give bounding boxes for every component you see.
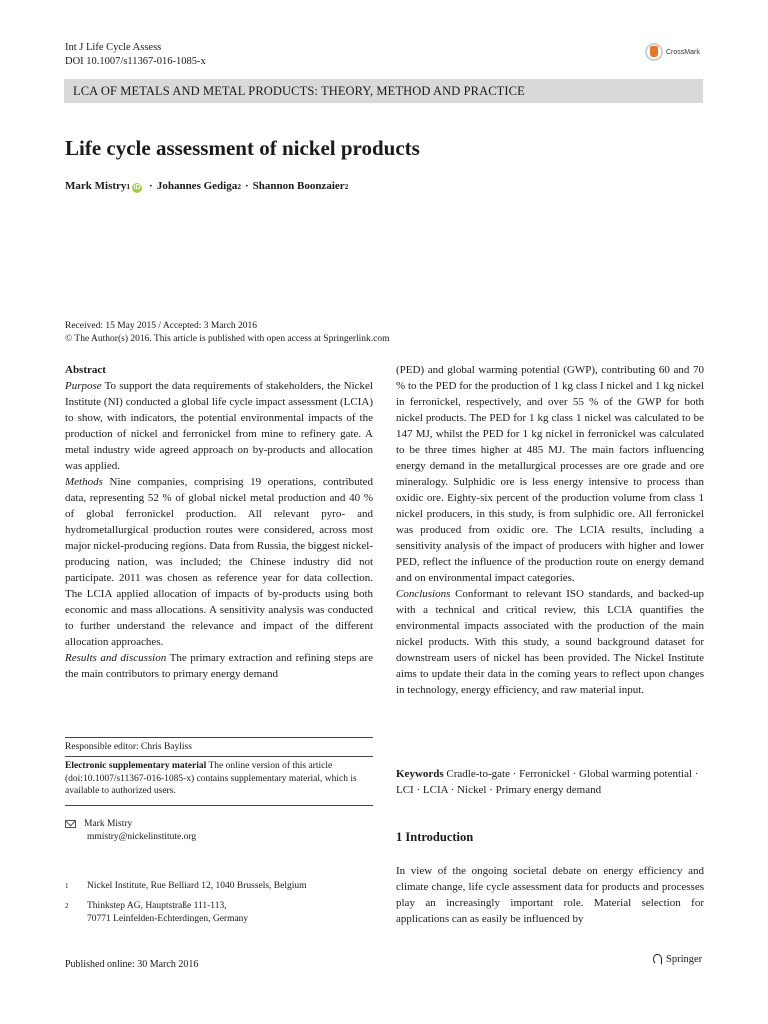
introduction-text: In view of the ongoing societal debate on energy efficiency and climate change, life cycle assessment data for products and processes play an increasingly important role. Material selection for applications can as easily be influenced by <box>396 865 704 925</box>
journal-name: Int J Life Cycle Assess <box>65 42 162 53</box>
author-affil-ref: 2 <box>237 182 241 191</box>
footnote-divider <box>65 737 373 738</box>
supplementary-note <box>65 760 373 798</box>
footnote-divider <box>65 756 373 757</box>
affiliation-2 <box>65 900 248 925</box>
crossmark-label: CrossMark <box>666 48 700 56</box>
abstract-results <box>65 650 373 682</box>
publisher-logo <box>651 953 702 965</box>
affiliation-number: 1 <box>65 882 69 890</box>
received-accepted: Received: 15 May 2015 / Accepted: 3 March 2016 <box>65 321 258 331</box>
contact-email[interactable]: mmistry@nickelinstitute.org <box>87 831 197 842</box>
author-separator: · <box>149 180 153 192</box>
author-list <box>65 180 348 193</box>
methods-label: Methods <box>65 476 103 488</box>
author-separator: · <box>244 180 249 192</box>
abstract-heading: Abstract <box>65 364 106 376</box>
affiliation-text: Nickel Institute, Rue Belliard 12, 1040 Brussels, Belgium <box>87 881 307 891</box>
abstract-purpose <box>65 378 373 474</box>
methods-text: Nine companies, comprising 19 operations, contributed data, representing 52 % of global nickel metal production and 40 % of global ferronickel production. All relevant pyro- and hydrometallurgical production routes were considered, across most major nickel-producing regions. Data from Russia, the biggest nickel-producing nation, was included; the Chinese industry did not participate. 2011 was chosen as reference year for data collection. The LCIA applied allocation of impacts of by-products using both economic and mass allocations. A sensitivity analysis was conducted to further understand the relevance and impact of the different allocation approaches. <box>65 476 374 648</box>
keywords <box>396 766 704 798</box>
publisher-name: Springer <box>666 953 703 965</box>
author-name: Johannes Gediga <box>156 180 238 192</box>
author-name: Mark Mistry <box>65 180 127 192</box>
abstract-column-left <box>65 362 373 682</box>
author-affil-ref: 2 <box>344 182 349 191</box>
responsible-editor: Responsible editor: Chris Bayliss <box>65 742 192 752</box>
contact-name: Mark Mistry <box>84 819 133 829</box>
affiliation-text: Thinkstep AG, Hauptstraße 111-113, <box>87 901 227 911</box>
corresponding-author <box>65 818 196 843</box>
doi: DOI 10.1007/s11367-016-1085-x <box>65 56 206 67</box>
crossmark-icon <box>645 43 663 61</box>
envelope-icon <box>65 820 76 828</box>
abstract-column-right <box>396 362 704 698</box>
author-affil-ref: 1 <box>126 182 131 191</box>
license-notice: © The Author(s) 2016. This article is published with open access at Springerlink.com <box>65 334 390 344</box>
conclusions-label: Conclusions <box>396 588 451 600</box>
crossmark-badge[interactable] <box>645 43 700 61</box>
affiliation-number: 2 <box>65 902 69 910</box>
conclusions-text: Conformant to relevant ISO standards, and backed-up with a technical and critical review, this LCIA quantifies the environmental impacts associated with the production of the main nickel products. With this study, a sound background dataset for downstream users of nickel has been provided. The Nickel Institute aims to update their data in the coming years to reflect upon changes in technology, energy efficiency, and raw material input. <box>396 588 705 696</box>
results-continued: (PED) and global warming potential (GWP), contributing 60 and 70 % to the PED for the production of 1 kg class I nickel and 1 kg nickel in ferronickel, respectively, and over 55 % of the GWP for both nickel products. The PED for 1 kg class 1 nickel was calculated to be 147 MJ, whilst the PED for 1 kg nickel in ferronickel was calculated to be three times higher at 485 MJ. The main factors influencing energy demand in the metallurgical processes are ore grade and ore mineralogy. Sulphidic ore is less energy intensive to process than oxidic ore. Eighty-six percent of the production volume from class 1 nickel producers, in this study, is from sulphidic ore. All ferronickel was produced from oxidic ore. The LCIA results, including a sensitivity analysis of the impact of producers with higher and lower PED, reflect the influence of the production route on energy demand and on environmental impact categories. <box>396 364 704 584</box>
orcid-icon[interactable]: iD <box>133 184 141 191</box>
keywords-text: Cradle-to-gate · Ferronickel · Global warming potential · LCI · LCIA · Nickel · Primary energy demand <box>396 768 699 796</box>
published-date: Published online: 30 March 2016 <box>65 959 199 970</box>
journal-header <box>65 41 206 69</box>
keywords-label: Keywords <box>396 768 444 780</box>
article-title: Life cycle assessment of nickel products <box>65 136 420 160</box>
affiliation-text: 70771 Leinfelden-Echterdingen, Germany <box>87 913 249 924</box>
author-name: Shannon Boonzaier <box>252 180 345 192</box>
affiliation-1 <box>65 880 307 893</box>
footnote-divider <box>65 805 373 806</box>
purpose-text: To support the data requirements of stakeholders, the Nickel Institute (NI) conducted a global life cycle impact assessment (LCIA) to show, with indicators, the potential environmental impacts of the production of nickel and ferronickel from mine to refinery gate. A metal industry wide agreed approach on by-products and allocation was applied. <box>65 380 373 472</box>
springer-horse-icon <box>651 953 663 965</box>
section-banner: LCA OF METALS AND METAL PRODUCTS: THEORY, METHOD AND PRACTICE <box>64 79 703 103</box>
results-label: Results and discussion <box>65 652 167 664</box>
abstract-conclusions <box>396 586 704 698</box>
article-dates <box>65 320 390 346</box>
results-text: The primary extraction and refining steps are the main contributors to primary energy demand <box>65 652 373 680</box>
esm-text: The online version of this article (doi:10.1007/s11367-016-1085-x) contains supplementary material, which is available to authorized users. <box>65 761 357 796</box>
purpose-label: Purpose <box>65 380 102 392</box>
esm-label: Electronic supplementary material <box>65 761 207 771</box>
abstract-methods <box>65 474 373 650</box>
introduction-heading: 1 Introduction <box>396 830 474 844</box>
